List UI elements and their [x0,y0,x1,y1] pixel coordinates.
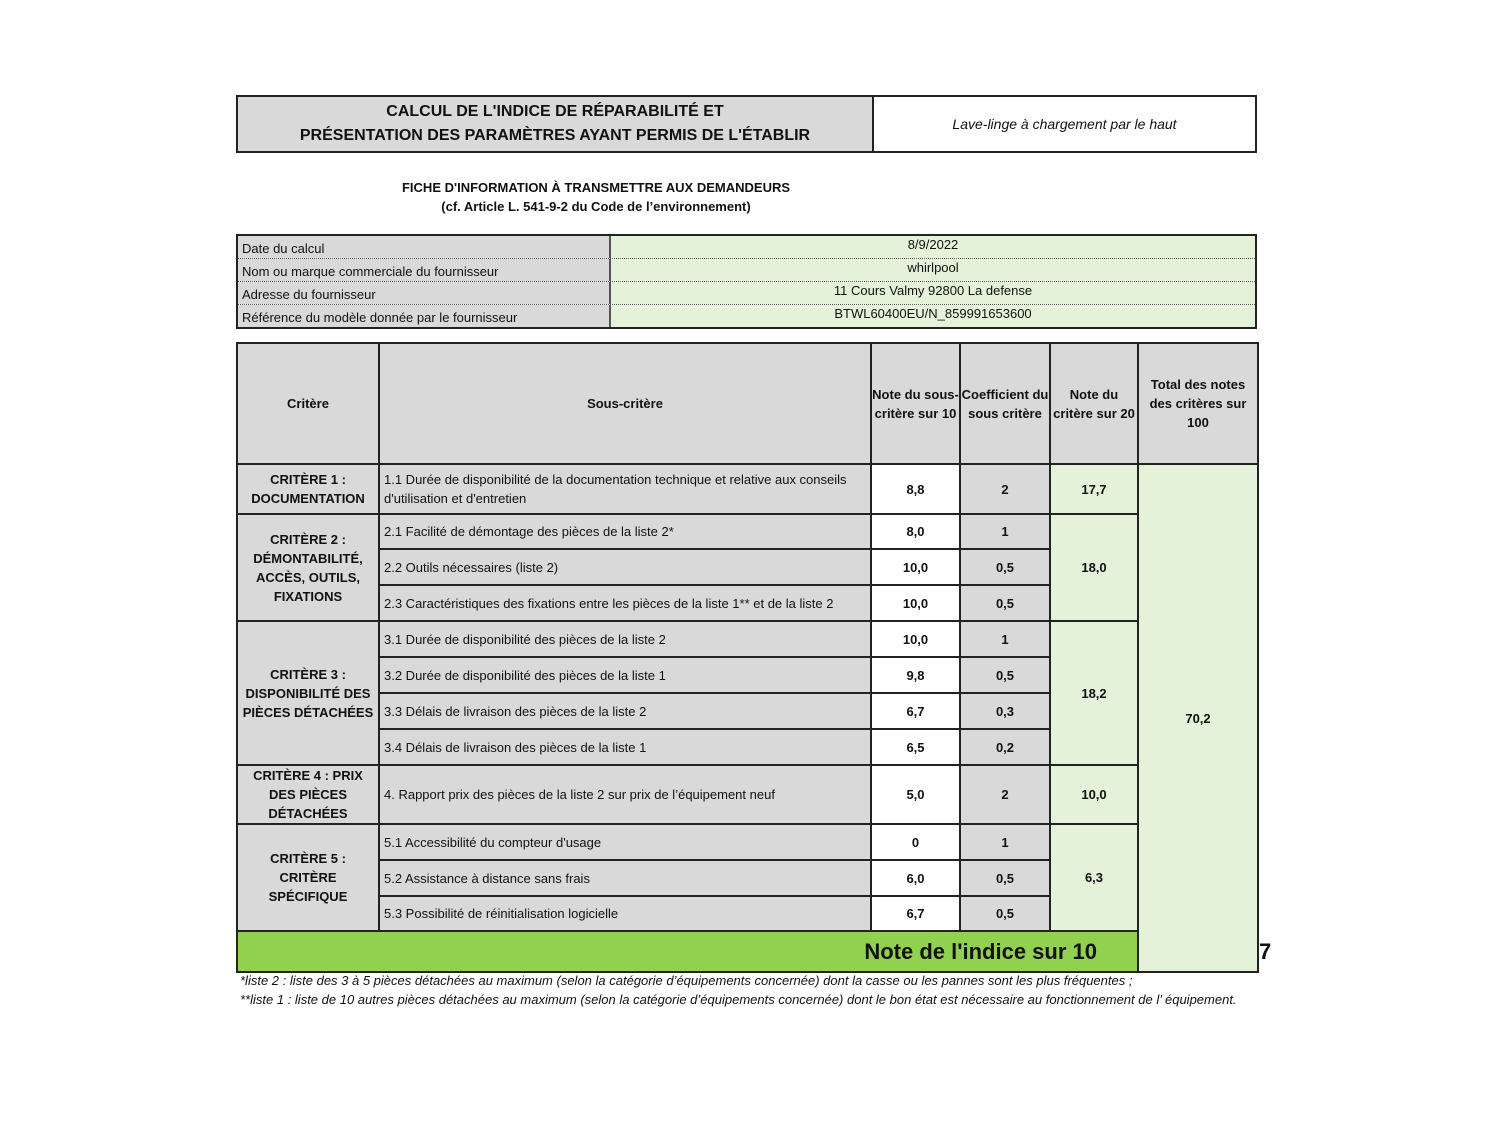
info-value: whirlpool [611,259,1255,281]
sub-criterion-note: 5,0 [871,765,960,824]
scores-table [236,342,1272,973]
document-title [238,97,874,151]
final-row: Note de l'indice sur 10 7 [237,931,1258,972]
info-value: BTWL60400EU/N_859991653600 [611,305,1255,327]
info-row [238,305,1255,327]
fiche-heading [236,178,956,216]
col-header-total: Total des notes des critères sur 100 [1138,343,1258,464]
criterion-name: CRITÈRE 3 : DISPONIBILITÉ DES PIÈCES DÉTACHÉES [237,621,379,765]
total-score: 70,2 [1138,464,1258,972]
sub-criterion-coef: 0,5 [960,585,1050,621]
sub-criterion-coef: 2 [960,464,1050,514]
sub-criterion-coef: 0,5 [960,549,1050,585]
col-header-coefficient: Coefficient du sous critère [960,343,1050,464]
sub-criterion-coef: 1 [960,621,1050,657]
table-row [237,464,1258,514]
sub-criterion-note: 8,8 [871,464,960,514]
info-row [238,236,1255,259]
sub-criterion-coef: 0,5 [960,657,1050,693]
sub-criterion-label: 2.3 Caractéristiques des fixations entre les pièces de la liste 1** et de la liste 2 [379,585,871,621]
sub-criterion-coef: 0,2 [960,729,1050,765]
sub-criterion-coef: 0,5 [960,896,1050,931]
sub-criterion-coef: 0,3 [960,693,1050,729]
product-category: Lave-linge à chargement par le haut [952,116,1177,132]
sub-criterion-note: 10,0 [871,549,960,585]
info-row [238,259,1255,282]
table-row [237,514,1258,549]
title-line-2: PRÉSENTATION DES PARAMÈTRES AYANT PERMIS DE L'ÉTABLIR [299,127,811,144]
sub-criterion-label: 1.1 Durée de disponibilité de la documentation technique et relative aux conseils d'utilisation et d'entretien [379,464,871,514]
sub-criterion-note: 0 [871,824,960,860]
sub-criterion-label: 5.1 Accessibilité du compteur d'usage [379,824,871,860]
col-header-sous-critere: Sous-critère [379,343,871,464]
sub-criterion-label: 3.3 Délais de livraison des pièces de la liste 2 [379,693,871,729]
info-label: Adresse du fournisseur [238,282,611,304]
info-label: Référence du modèle donnée par le fournisseur [238,305,611,327]
info-label: Nom ou marque commerciale du fournisseur [238,259,611,281]
title-line-1: CALCUL DE L'INDICE DE RÉPARABILITÉ ET [386,103,724,120]
criterion-name: CRITÈRE 2 : DÉMONTABILITÉ, ACCÈS, OUTILS, FIXATIONS [237,514,379,621]
sub-criterion-note: 6,0 [871,860,960,896]
sub-criterion-label: 3.1 Durée de disponibilité des pièces de la liste 2 [379,621,871,657]
footnote-liste-1: **liste 1 : liste de 10 autres pièces détachées au maximum (selon la catégorie d’équipements concernée) dont le bon état est nécessaire au fonctionnement de l’ équipement. [240,992,1237,1007]
table-row [237,765,1258,824]
sub-criterion-coef: 0,5 [960,860,1050,896]
criterion-name: CRITÈRE 1 : DOCUMENTATION [237,464,379,514]
info-row [238,282,1255,305]
sub-criterion-label: 3.2 Durée de disponibilité des pièces de la liste 1 [379,657,871,693]
criterion-note: 10,0 [1050,765,1138,824]
info-table [236,234,1257,329]
sub-criterion-note: 10,0 [871,585,960,621]
criterion-name: CRITÈRE 5 : CRITÈRE SPÉCIFIQUE [237,824,379,931]
sub-criterion-label: 5.3 Possibilité de réinitialisation logicielle [379,896,871,931]
footnote-liste-2: *liste 2 : liste des 3 à 5 pièces détachées au maximum (selon la catégorie d’équipements concernée) dont la casse ou les pannes sont les plus fréquentes ; [240,973,1133,988]
header-box [236,95,1257,153]
criterion-note: 17,7 [1050,464,1138,514]
info-value: 8/9/2022 [611,236,1255,258]
sub-criterion-coef: 2 [960,765,1050,824]
sub-criterion-coef: 1 [960,824,1050,860]
col-header-note-critere: Note du critère sur 20 [1050,343,1138,464]
sub-criterion-label: 4. Rapport prix des pièces de la liste 2 sur prix de l’équipement neuf [379,765,871,824]
criterion-name: CRITÈRE 4 : PRIX DES PIÈCES DÉTACHÉES [237,765,379,824]
final-index-label: Note de l'indice sur 10 [237,931,1138,972]
criterion-note: 18,2 [1050,621,1138,765]
info-value: 11 Cours Valmy 92800 La defense [611,282,1255,304]
sub-criterion-label: 5.2 Assistance à distance sans frais [379,860,871,896]
fiche-line-2: (cf. Article L. 541-9-2 du Code de l’environnement) [441,199,751,214]
col-header-note-sous: Note du sous-critère sur 10 [871,343,960,464]
sub-criterion-note: 10,0 [871,621,960,657]
col-header-critere: Critère [237,343,379,464]
fiche-line-1: FICHE D'INFORMATION À TRANSMETTRE AUX DEMANDEURS [401,180,791,195]
sub-criterion-label: 2.2 Outils nécessaires (liste 2) [379,549,871,585]
sub-criterion-note: 8,0 [871,514,960,549]
sub-criterion-label: 2.1 Facilité de démontage des pièces de la liste 2* [379,514,871,549]
table-row [237,621,1258,657]
footnotes [240,971,1255,1009]
sub-criterion-note: 9,8 [871,657,960,693]
sub-criterion-label: 3.4 Délais de livraison des pièces de la liste 1 [379,729,871,765]
table-header-row [237,343,1258,464]
table-row [237,824,1258,860]
info-label: Date du calcul [238,236,611,258]
sub-criterion-note: 6,5 [871,729,960,765]
criterion-note: 18,0 [1050,514,1138,621]
sub-criterion-note: 6,7 [871,693,960,729]
sub-criterion-coef: 1 [960,514,1050,549]
criterion-note: 6,3 [1050,824,1138,931]
sub-criterion-note: 6,7 [871,896,960,931]
